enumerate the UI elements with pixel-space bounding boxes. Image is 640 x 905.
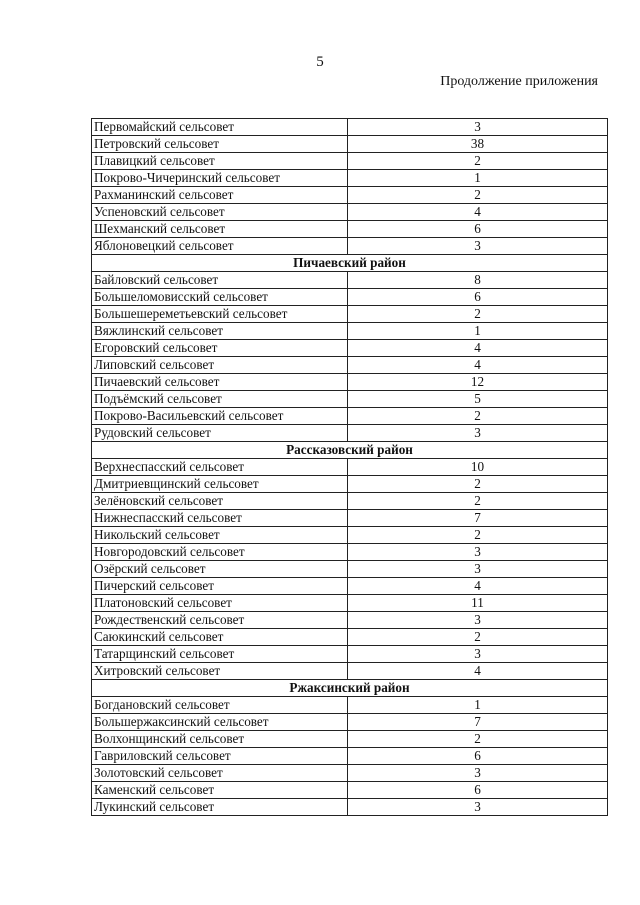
page-number: 5 xyxy=(316,54,324,70)
table-row xyxy=(92,629,608,646)
table-row xyxy=(92,510,608,527)
council-count: 3 xyxy=(348,799,608,816)
district-header-row xyxy=(92,442,608,459)
table-row xyxy=(92,357,608,374)
table-row xyxy=(92,323,608,340)
council-count: 5 xyxy=(348,391,608,408)
table-row xyxy=(92,612,608,629)
council-count: 4 xyxy=(348,578,608,595)
council-count: 6 xyxy=(348,782,608,799)
council-table xyxy=(91,118,608,816)
council-count: 2 xyxy=(348,493,608,510)
table-row xyxy=(92,646,608,663)
council-count: 6 xyxy=(348,748,608,765)
council-name: Богдановский сельсовет xyxy=(92,697,348,714)
council-name: Зелёновский сельсовет xyxy=(92,493,348,510)
council-name: Плавицкий сельсовет xyxy=(92,153,348,170)
council-name: Рахманинский сельсовет xyxy=(92,187,348,204)
table-row xyxy=(92,799,608,816)
council-count: 38 xyxy=(348,136,608,153)
council-name: Золотовский сельсовет xyxy=(92,765,348,782)
council-count: 2 xyxy=(348,527,608,544)
table-row xyxy=(92,221,608,238)
council-count: 6 xyxy=(348,221,608,238)
table-row xyxy=(92,748,608,765)
council-name: Липовский сельсовет xyxy=(92,357,348,374)
council-name: Платоновский сельсовет xyxy=(92,595,348,612)
council-name: Новгородовский сельсовет xyxy=(92,544,348,561)
continuation-label: Продолжение приложения xyxy=(440,74,598,89)
district-header-row xyxy=(92,255,608,272)
council-count: 4 xyxy=(348,357,608,374)
council-count: 2 xyxy=(348,629,608,646)
council-count: 4 xyxy=(348,340,608,357)
council-name: Успеновский сельсовет xyxy=(92,204,348,221)
council-name: Верхнеспасский сельсовет xyxy=(92,459,348,476)
council-name: Пичерский сельсовет xyxy=(92,578,348,595)
table-row xyxy=(92,272,608,289)
table-row xyxy=(92,459,608,476)
council-name: Каменский сельсовет xyxy=(92,782,348,799)
council-name: Байловский сельсовет xyxy=(92,272,348,289)
council-count: 3 xyxy=(348,425,608,442)
council-name: Петровский сельсовет xyxy=(92,136,348,153)
table-row xyxy=(92,391,608,408)
council-count: 7 xyxy=(348,714,608,731)
council-count: 12 xyxy=(348,374,608,391)
district-name: Пичаевский район xyxy=(92,255,608,272)
council-count: 7 xyxy=(348,510,608,527)
table-row xyxy=(92,493,608,510)
table-row xyxy=(92,153,608,170)
table-row xyxy=(92,204,608,221)
council-name: Гавриловский сельсовет xyxy=(92,748,348,765)
district-name: Рассказовский район xyxy=(92,442,608,459)
council-name: Вяжлинский сельсовет xyxy=(92,323,348,340)
council-count: 1 xyxy=(348,170,608,187)
council-name: Пичаевский сельсовет xyxy=(92,374,348,391)
council-name: Лукинский сельсовет xyxy=(92,799,348,816)
council-name: Никольский сельсовет xyxy=(92,527,348,544)
table-row xyxy=(92,187,608,204)
council-count: 2 xyxy=(348,731,608,748)
council-count: 3 xyxy=(348,544,608,561)
council-count: 2 xyxy=(348,306,608,323)
council-name: Татарщинский сельсовет xyxy=(92,646,348,663)
table-row xyxy=(92,544,608,561)
table-row xyxy=(92,374,608,391)
table-row xyxy=(92,408,608,425)
council-count: 1 xyxy=(348,697,608,714)
council-name: Шехманский сельсовет xyxy=(92,221,348,238)
table-row xyxy=(92,136,608,153)
council-name: Саюкинский сельсовет xyxy=(92,629,348,646)
table-row xyxy=(92,782,608,799)
table-row xyxy=(92,697,608,714)
table-row xyxy=(92,340,608,357)
council-name: Егоровский сельсовет xyxy=(92,340,348,357)
council-name: Большержаксинский сельсовет xyxy=(92,714,348,731)
council-count: 2 xyxy=(348,476,608,493)
table-row xyxy=(92,170,608,187)
table-row xyxy=(92,561,608,578)
council-name: Покрово-Чичеринский сельсовет xyxy=(92,170,348,187)
council-count: 2 xyxy=(348,153,608,170)
council-name: Рудовский сельсовет xyxy=(92,425,348,442)
table-row xyxy=(92,527,608,544)
council-count: 11 xyxy=(348,595,608,612)
council-count: 3 xyxy=(348,119,608,136)
district-name: Ржаксинский район xyxy=(92,680,608,697)
council-count: 4 xyxy=(348,204,608,221)
council-count: 2 xyxy=(348,187,608,204)
council-name: Дмитриевщинский сельсовет xyxy=(92,476,348,493)
table-row xyxy=(92,119,608,136)
table-row xyxy=(92,306,608,323)
table-row xyxy=(92,595,608,612)
council-name: Большеломовисский сельсовет xyxy=(92,289,348,306)
table-row xyxy=(92,578,608,595)
council-name: Хитровский сельсовет xyxy=(92,663,348,680)
council-count: 3 xyxy=(348,238,608,255)
council-name: Покрово-Васильевский сельсовет xyxy=(92,408,348,425)
table-row xyxy=(92,476,608,493)
council-count: 1 xyxy=(348,323,608,340)
council-count: 10 xyxy=(348,459,608,476)
district-header-row xyxy=(92,680,608,697)
council-name: Волхонщинский сельсовет xyxy=(92,731,348,748)
council-name: Первомайский сельсовет xyxy=(92,119,348,136)
council-count: 3 xyxy=(348,612,608,629)
council-table-body xyxy=(92,119,608,816)
table-row xyxy=(92,731,608,748)
council-count: 3 xyxy=(348,561,608,578)
council-count: 6 xyxy=(348,289,608,306)
council-name: Большешереметьевский сельсовет xyxy=(92,306,348,323)
council-count: 2 xyxy=(348,408,608,425)
council-name: Подъёмский сельсовет xyxy=(92,391,348,408)
council-name: Яблоновецкий сельсовет xyxy=(92,238,348,255)
council-count: 4 xyxy=(348,663,608,680)
table-row xyxy=(92,663,608,680)
table-row xyxy=(92,765,608,782)
council-name: Озёрский сельсовет xyxy=(92,561,348,578)
council-name: Рождественский сельсовет xyxy=(92,612,348,629)
table-row xyxy=(92,714,608,731)
table-row xyxy=(92,289,608,306)
table-row xyxy=(92,238,608,255)
council-count: 3 xyxy=(348,646,608,663)
council-count: 8 xyxy=(348,272,608,289)
table-row xyxy=(92,425,608,442)
council-count: 3 xyxy=(348,765,608,782)
council-name: Нижнеспасский сельсовет xyxy=(92,510,348,527)
